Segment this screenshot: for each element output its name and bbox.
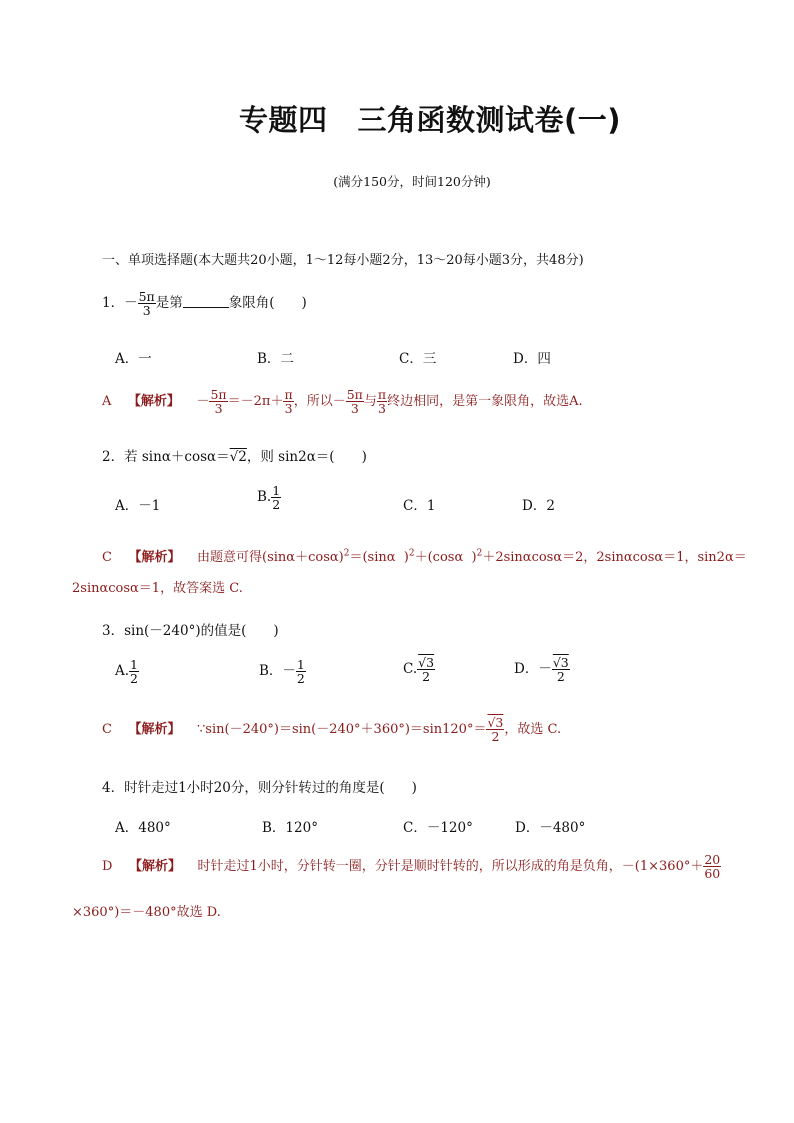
answer-letter: C [102,550,112,565]
option-label: D．－ [514,661,552,678]
q1-option-c: C．三 [399,351,437,367]
q2-option-d: D．2 [522,498,555,514]
q3-option-d [514,656,570,683]
denominator: 3 [378,401,386,417]
numerator: 20 [704,852,721,867]
minus-sign: － [124,295,138,312]
fraction [296,658,306,685]
numerator: 5π [210,387,227,402]
q4-answer-line-1 [102,853,721,880]
answer-text: ，所以－ [293,394,346,410]
denominator: 2 [552,669,570,683]
superscript: 2 [476,548,483,559]
fraction [346,388,364,415]
q1-answer [102,388,583,415]
answer-text: 与 [363,394,377,410]
fraction [209,388,227,415]
q2-option-b [257,484,281,511]
option-label: C. [403,661,418,678]
fraction [129,658,139,685]
superscript: 2 [408,548,415,559]
denominator: 3 [209,401,227,415]
numerator: 5π [346,387,363,402]
fraction [703,853,721,880]
sqrt-value: √2 [229,449,247,465]
fraction [377,388,387,415]
denominator: 60 [704,866,721,882]
title-part-1: 专题四 [238,103,328,137]
denominator: 2 [296,671,305,687]
answer-blank [183,294,229,308]
numerator: 5π [138,289,155,304]
question-4: 4．时针走过1小时20分，则分针转过的角度是( ) [102,780,417,796]
q3-option-c [403,656,435,683]
question-text-end: 象限角( ) [228,295,307,312]
answer-text: ∵sin(－240°)＝sin(－240°＋360°)＝sin120°＝ [197,722,487,738]
q2-option-a: A．－1 [115,498,161,514]
question-text-end: ，则 sin2α＝( ) [246,449,367,465]
fraction [417,656,435,683]
question-text: 2．若 sinα＋cosα＝ [102,449,230,465]
minus-sign: － [196,394,210,410]
q4-answer-line-2: ×360°)＝－480°故选 D. [72,905,221,920]
q2-option-c: C．1 [403,498,436,514]
answer-text: ) [403,550,409,565]
fraction [271,484,281,511]
q4-option-c: C．－120° [403,820,473,836]
answer-text: ＝－2π＋ [227,394,284,410]
question-number: 1． [102,295,125,312]
denominator: 2 [486,729,504,743]
denominator: 2 [130,671,138,687]
fraction [283,388,293,415]
numerator: 1 [130,657,138,672]
denominator: 2 [272,497,281,513]
analysis-tag: 【解析】 [128,550,181,565]
answer-text: ＋2sinαcosα＝2，2sinαcosα＝1，sin2α＝ [482,550,747,565]
question-2 [102,445,367,465]
numerator: 1 [272,483,281,498]
q1-option-d: D．四 [513,351,551,367]
q4-option-a: A．480° [115,820,171,836]
section-heading: 一、单项选择题(本大题共20小题，1～12每小题2分，13～20每小题3分，共48分) [102,253,584,268]
numerator: √3 [418,655,435,670]
q3-option-b [259,658,306,685]
analysis-tag: 【解析】 [128,859,181,875]
denominator: 3 [138,303,156,317]
fraction [552,656,570,683]
q2-answer-line-2: 2sinαcosα＝1，故答案选 C. [72,581,243,596]
q1-option-a: A．一 [115,351,152,367]
numerator: 1 [296,657,305,672]
question-1 [102,290,307,317]
title-part-2: 三角函数测试卷(一) [357,103,622,137]
answer-text: 终边相同，是第一象限角，故选A. [387,394,583,410]
analysis-tag: 【解析】 [128,722,181,738]
superscript: 2 [343,548,350,559]
fraction [486,716,504,743]
exam-subtitle: (满分150分，时间120分钟) [333,174,491,189]
q4-option-b: B．120° [262,820,318,836]
denominator: 3 [346,401,364,415]
analysis-tag: 【解析】 [127,394,180,410]
question-3: 3．sin(－240°)的值是( ) [102,623,279,639]
q1-option-b: B．二 [257,351,294,367]
answer-text: ，故选 C. [504,722,562,738]
option-label: B. [257,489,272,506]
denominator: 3 [284,401,293,417]
answer-letter: D [102,859,113,875]
answer-text: 时针走过1小时，分针转一圈，分针是顺时针转的，所以形成的角是负角，－(1×360°＋ [197,859,704,875]
answer-text: ) [471,550,477,565]
answer-text: ＋(cosα [414,550,464,565]
option-label: B．－ [259,663,296,680]
q4-option-d: D．－480° [515,820,586,836]
answer-text: 由题意可得(sinα＋cosα) [197,550,344,565]
option-label: A. [115,663,130,680]
answer-letter: C [102,722,112,738]
q3-option-a [115,658,139,685]
denominator: 2 [417,669,435,683]
numerator: π [377,387,387,402]
numerator: √3 [487,715,504,730]
q3-answer [102,716,561,743]
numerator: √3 [552,655,569,670]
q2-answer-line-1 [102,546,747,565]
answer-text: ＝(sinα [349,550,396,565]
question-text: 是第 [155,295,183,312]
answer-letter: A [102,394,112,410]
fraction [138,290,156,317]
page-title [0,98,794,139]
numerator: π [284,387,293,402]
